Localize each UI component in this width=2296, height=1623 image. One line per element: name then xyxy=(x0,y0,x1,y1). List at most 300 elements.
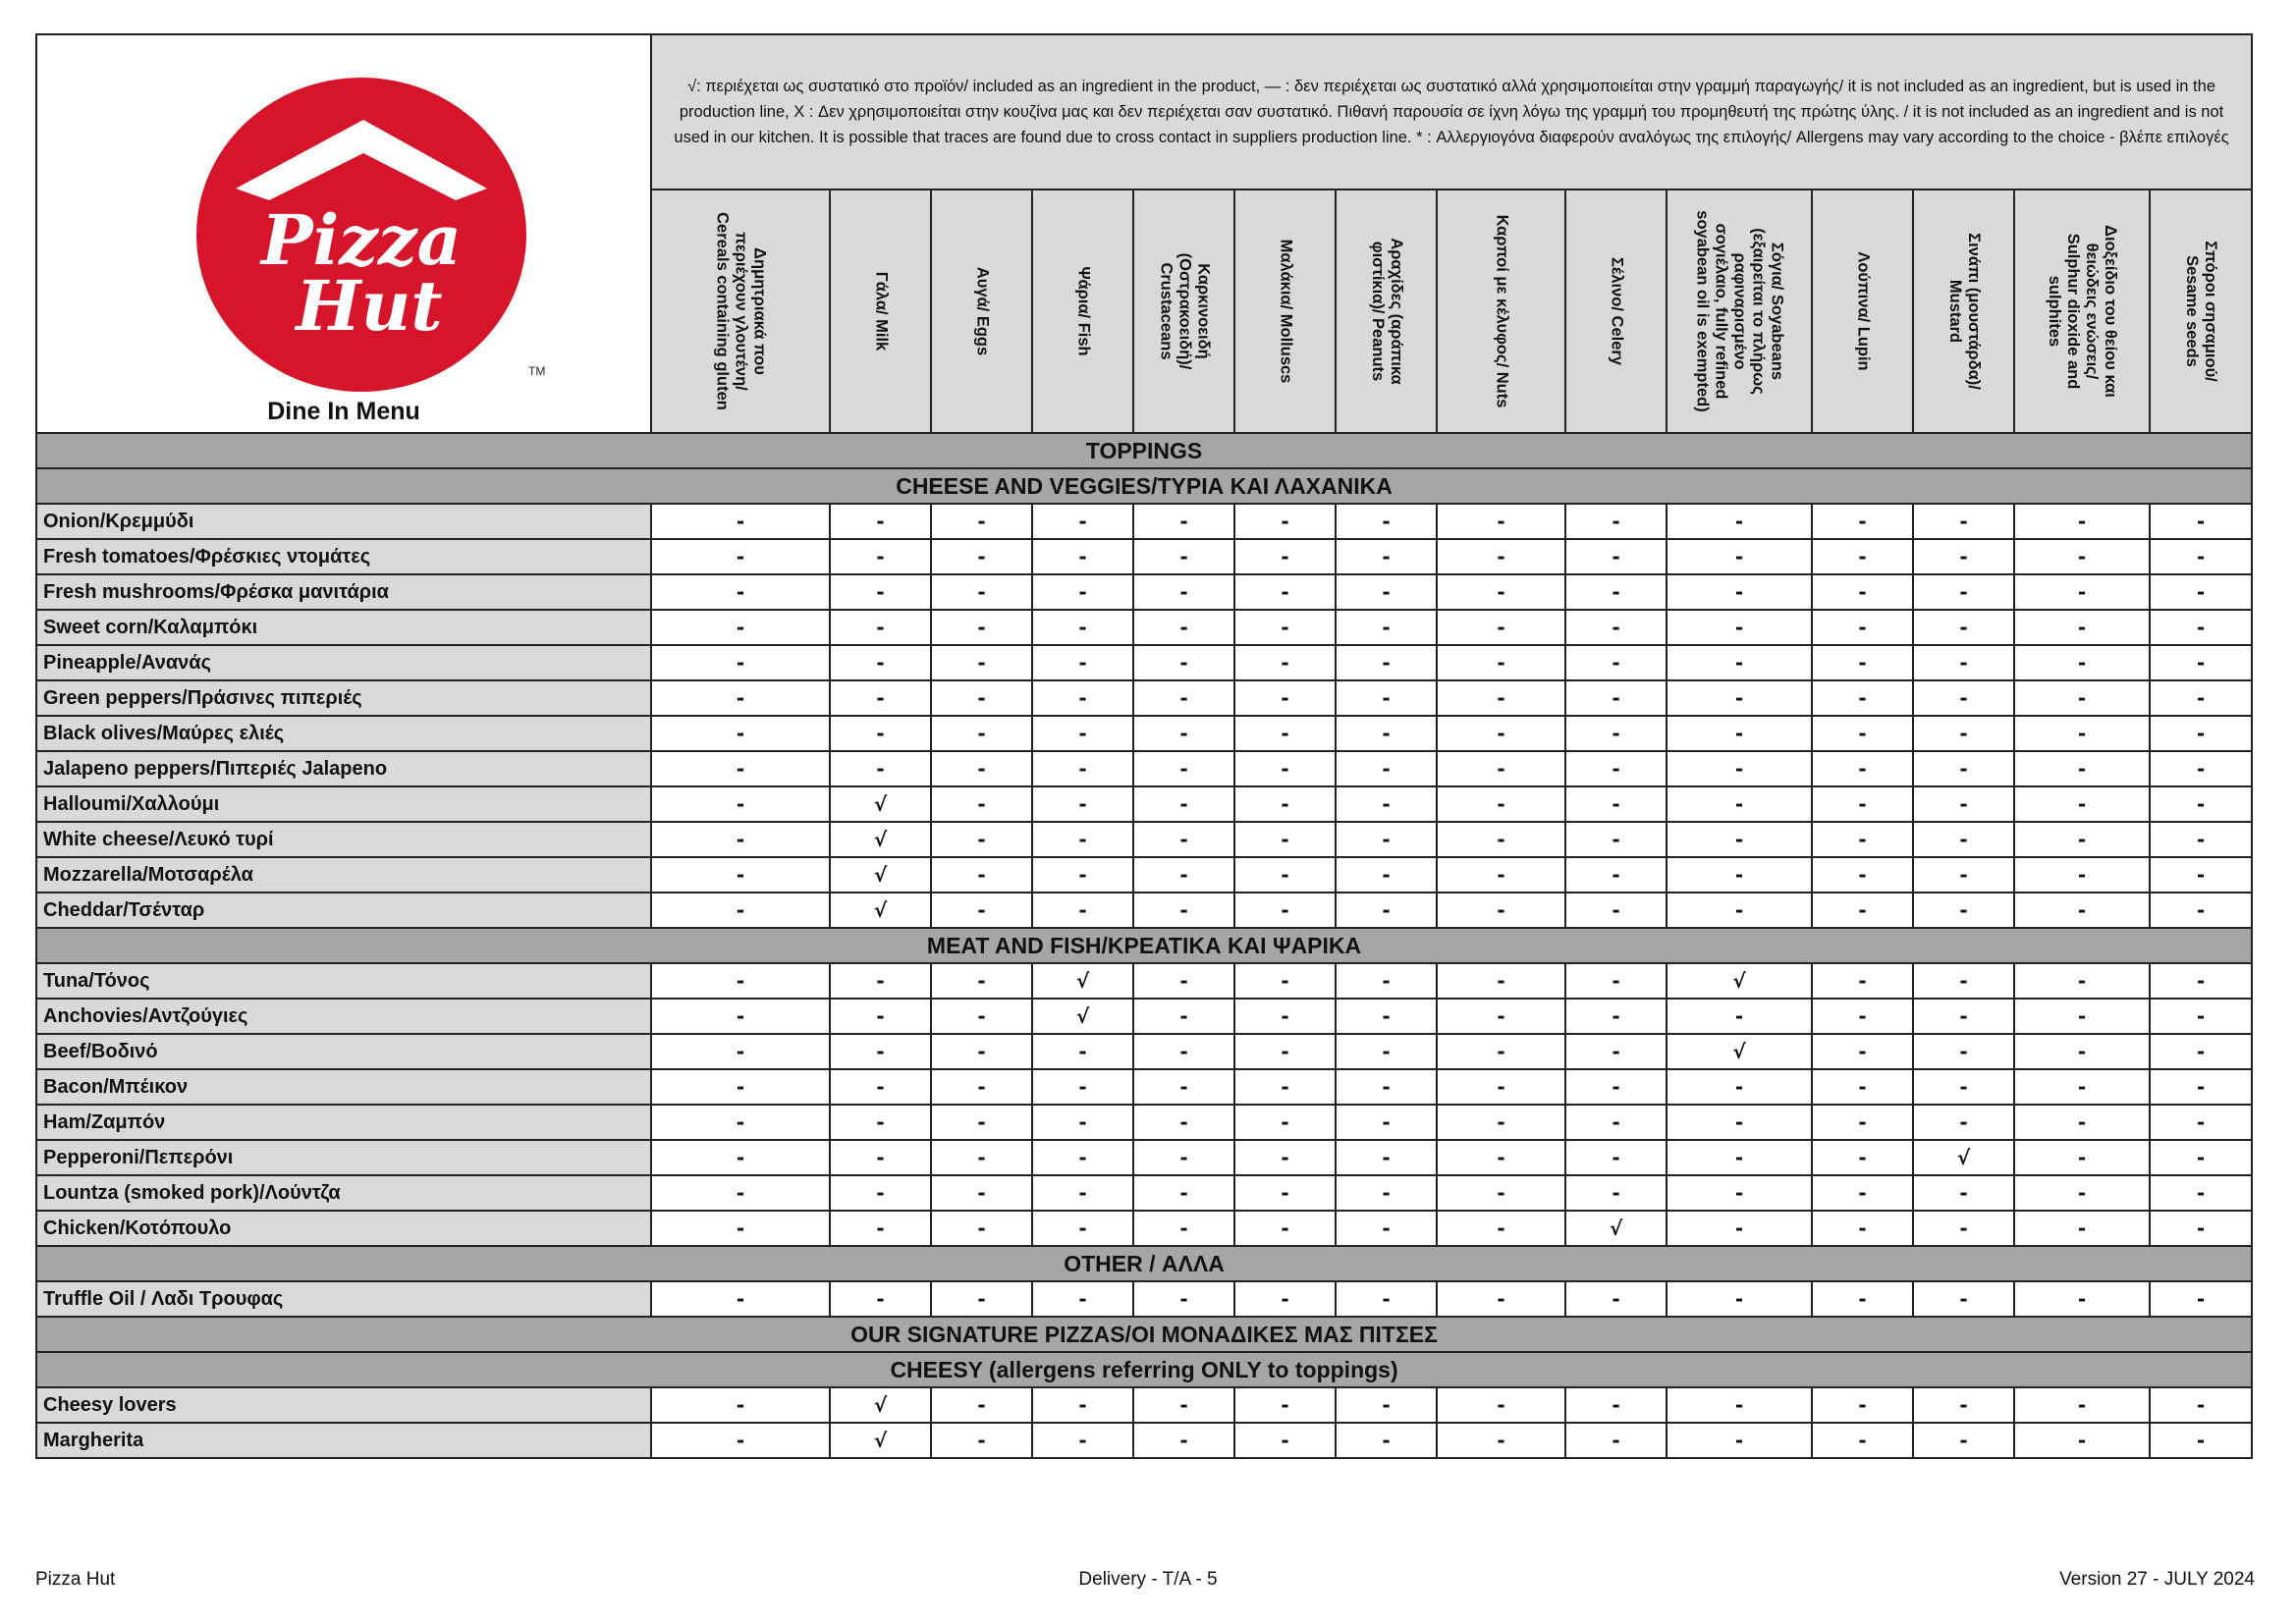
allergen-value: - xyxy=(2150,1175,2252,1211)
allergen-value: - xyxy=(1667,1140,1812,1175)
allergen-label: Αυγά/ Eggs xyxy=(973,266,991,356)
item-name: Beef/Βοδινό xyxy=(36,1034,651,1069)
allergen-value: - xyxy=(1812,1211,1913,1246)
allergen-value: - xyxy=(1032,680,1133,716)
allergen-value: - xyxy=(830,1211,931,1246)
allergen-value: - xyxy=(1437,1423,1565,1458)
section-title: OTHER / ΑΛΛΑ xyxy=(36,1246,2252,1281)
allergen-value: - xyxy=(1565,1175,1667,1211)
allergen-value: - xyxy=(1032,1211,1133,1246)
allergen-value: - xyxy=(2150,716,2252,751)
item-name: Truffle Oil / Λαδι Τρουφας xyxy=(36,1281,651,1317)
allergen-value: - xyxy=(1812,1175,1913,1211)
allergen-value: - xyxy=(1336,539,1437,574)
allergen-value: - xyxy=(1913,1175,2014,1211)
allergen-value: - xyxy=(1234,822,1336,857)
allergen-value: - xyxy=(1133,645,1234,680)
section-title: CHEESE AND VEGGIES/ΤΥΡΙΑ ΚΑΙ ΛΑΧΑΝΙΚΑ xyxy=(36,468,2252,504)
allergen-value: - xyxy=(1133,1423,1234,1458)
allergen-value: - xyxy=(1812,610,1913,645)
item-name: Bacon/Μπέικον xyxy=(36,1069,651,1105)
allergen-value: - xyxy=(1336,1281,1437,1317)
allergen-value: - xyxy=(1133,680,1234,716)
allergen-value: - xyxy=(1812,539,1913,574)
allergen-value: - xyxy=(1437,1034,1565,1069)
allergen-column-header xyxy=(1336,189,1437,433)
allergen-value: - xyxy=(2014,1069,2150,1105)
allergen-value: - xyxy=(1336,1034,1437,1069)
allergen-value: - xyxy=(1565,1140,1667,1175)
allergen-value: - xyxy=(1667,574,1812,610)
allergen-value: - xyxy=(1812,999,1913,1034)
allergen-value: - xyxy=(2014,1423,2150,1458)
allergen-value: - xyxy=(2150,1140,2252,1175)
table-row xyxy=(36,1069,2252,1105)
allergen-value: - xyxy=(1336,716,1437,751)
allergen-value: - xyxy=(830,1069,931,1105)
allergen-value: - xyxy=(2014,1105,2150,1140)
allergen-value: √ xyxy=(1667,1034,1812,1069)
allergen-value: - xyxy=(931,716,1032,751)
allergen-value: - xyxy=(931,893,1032,928)
allergen-value: - xyxy=(2014,822,2150,857)
allergen-value: - xyxy=(2150,504,2252,539)
item-name: Halloumi/Χαλλούμι xyxy=(36,786,651,822)
allergen-value: - xyxy=(1336,999,1437,1034)
item-name: Tuna/Τόνος xyxy=(36,963,651,999)
allergen-value: - xyxy=(1565,1105,1667,1140)
allergen-value: - xyxy=(651,504,830,539)
allergen-value: - xyxy=(2150,680,2252,716)
table-row xyxy=(36,963,2252,999)
table-row xyxy=(36,786,2252,822)
allergen-value: - xyxy=(1234,963,1336,999)
allergen-value: - xyxy=(2014,999,2150,1034)
allergen-value: - xyxy=(651,1281,830,1317)
allergen-value: - xyxy=(1234,857,1336,893)
allergen-value: - xyxy=(1812,751,1913,786)
section-title: MEAT AND FISH/ΚΡΕΑΤΙΚΑ ΚΑΙ ΨΑΡΙΚΑ xyxy=(36,928,2252,963)
allergen-value: - xyxy=(1667,610,1812,645)
allergen-value: - xyxy=(651,1105,830,1140)
allergen-value: - xyxy=(2014,574,2150,610)
allergen-value: - xyxy=(1234,645,1336,680)
allergen-value: - xyxy=(2014,857,2150,893)
allergen-value: - xyxy=(2014,504,2150,539)
allergen-value: - xyxy=(830,680,931,716)
allergen-value: - xyxy=(1565,610,1667,645)
allergen-value: - xyxy=(2150,1069,2252,1105)
allergen-value: - xyxy=(830,963,931,999)
legend-text: √: περιέχεται ως συστατικό στο προϊόν/ included as an ingredient in the product, — : δεν περιέχεται ως συστατικό αλλά χρησιμοποιείται στην γραμμή παραγωγής/ it is not included as an ingredient, but is used in the production line, X : Δεν χρησιμοποιείται στην κουζίνα μας και δεν περιέχεται σαν συστατικό. Πιθανή παρουσία σε ίχνη λόγω της γραμμή του προμηθευτή της πρώτης ύλης. / it is not included as an ingredient and is not used in our kitchen. It is possible that traces are found due to cross contact in suppliers production line. * : Αλλεργιογόνα διαφερούν αναλόγως της επιλογής/ Allergens may vary according to the choice - βλέπε επιλογές xyxy=(651,34,2252,189)
allergen-value: - xyxy=(2014,610,2150,645)
allergen-value: - xyxy=(1565,999,1667,1034)
allergen-value: - xyxy=(1913,574,2014,610)
allergen-value: - xyxy=(2150,1281,2252,1317)
allergen-value: - xyxy=(1913,857,2014,893)
allergen-value: - xyxy=(2014,1281,2150,1317)
allergen-value: - xyxy=(651,1387,830,1423)
allergen-value: - xyxy=(931,574,1032,610)
allergen-value: - xyxy=(1336,1387,1437,1423)
allergen-value: - xyxy=(1913,1387,2014,1423)
allergen-value: - xyxy=(931,1069,1032,1105)
allergen-value: - xyxy=(1565,751,1667,786)
allergen-value: - xyxy=(1336,1069,1437,1105)
allergen-value: - xyxy=(931,1034,1032,1069)
section-header-row xyxy=(36,433,2252,468)
allergen-value: - xyxy=(1336,893,1437,928)
item-name: Green peppers/Πράσινες πιπεριές xyxy=(36,680,651,716)
allergen-value: - xyxy=(2150,786,2252,822)
allergen-value: - xyxy=(1336,1211,1437,1246)
allergen-column-header xyxy=(1913,189,2014,433)
allergen-label: Διοξείδιο του θείου και θειώδεις ενώσεις/ Sulphur dioxide and sulphites xyxy=(2046,225,2119,398)
allergen-value: - xyxy=(1667,539,1812,574)
allergen-value: - xyxy=(1812,1034,1913,1069)
allergen-value: - xyxy=(830,1281,931,1317)
allergen-value: - xyxy=(2014,786,2150,822)
allergen-column-header xyxy=(1437,189,1565,433)
allergen-value: - xyxy=(1812,963,1913,999)
allergen-value: - xyxy=(1913,999,2014,1034)
table-row xyxy=(36,1387,2252,1423)
allergen-value: - xyxy=(1234,1423,1336,1458)
allergen-value: - xyxy=(651,1175,830,1211)
allergen-value: - xyxy=(1032,1175,1133,1211)
allergen-value: - xyxy=(1133,822,1234,857)
allergen-value: - xyxy=(1812,786,1913,822)
footer-brand: Pizza Hut xyxy=(35,1569,116,1590)
allergen-value: - xyxy=(1133,716,1234,751)
allergen-value: - xyxy=(1565,716,1667,751)
allergen-value: √ xyxy=(830,786,931,822)
allergen-value: - xyxy=(1565,1387,1667,1423)
allergen-value: - xyxy=(1133,1105,1234,1140)
allergen-value: - xyxy=(1565,1034,1667,1069)
allergen-value: - xyxy=(1234,504,1336,539)
allergen-value: - xyxy=(1032,893,1133,928)
allergen-value: - xyxy=(1032,716,1133,751)
allergen-value: - xyxy=(1437,999,1565,1034)
table-row xyxy=(36,751,2252,786)
allergen-value: - xyxy=(1913,1069,2014,1105)
table-row xyxy=(36,999,2252,1034)
table-row xyxy=(36,539,2252,574)
allergen-value: - xyxy=(1234,610,1336,645)
allergen-label: Καρκινοειδή (Οστρακοειδή)/ Crustaceans xyxy=(1157,252,1212,370)
allergen-value: - xyxy=(1565,1281,1667,1317)
allergen-column-header xyxy=(1032,189,1133,433)
allergen-value: - xyxy=(1032,1034,1133,1069)
allergen-value: - xyxy=(931,539,1032,574)
allergen-value: - xyxy=(1913,1281,2014,1317)
allergen-value: √ xyxy=(1032,999,1133,1034)
section-header-row xyxy=(36,1246,2252,1281)
allergen-value: - xyxy=(2014,539,2150,574)
allergen-value: - xyxy=(651,645,830,680)
table-row xyxy=(36,1105,2252,1140)
allergen-value: - xyxy=(2014,1175,2150,1211)
allergen-value: - xyxy=(2014,716,2150,751)
allergen-value: - xyxy=(1133,1175,1234,1211)
allergen-value: - xyxy=(2014,680,2150,716)
allergen-value: - xyxy=(2150,751,2252,786)
allergen-value: - xyxy=(1565,645,1667,680)
allergen-value: - xyxy=(830,645,931,680)
allergen-value: - xyxy=(1913,963,2014,999)
allergen-value: - xyxy=(931,1423,1032,1458)
allergen-value: - xyxy=(2150,574,2252,610)
allergen-column-header xyxy=(1234,189,1336,433)
allergen-value: - xyxy=(1913,1211,2014,1246)
section-header-row xyxy=(36,1352,2252,1387)
item-name: White cheese/Λευκό τυρί xyxy=(36,822,651,857)
allergen-value: - xyxy=(2014,893,2150,928)
allergen-value: - xyxy=(830,1175,931,1211)
allergen-value: - xyxy=(1913,504,2014,539)
allergen-value: - xyxy=(1667,751,1812,786)
allergen-value: - xyxy=(1133,1211,1234,1246)
allergen-value: - xyxy=(1234,751,1336,786)
allergen-value: - xyxy=(2014,751,2150,786)
item-name: Chicken/Κοτόπουλο xyxy=(36,1211,651,1246)
allergen-value: - xyxy=(1812,716,1913,751)
allergen-value: - xyxy=(651,539,830,574)
allergen-value: - xyxy=(1565,786,1667,822)
allergen-value: - xyxy=(2150,999,2252,1034)
allergen-value: - xyxy=(1913,645,2014,680)
allergen-value: - xyxy=(1812,1387,1913,1423)
section-header-row xyxy=(36,1317,2252,1352)
allergen-value: - xyxy=(1667,716,1812,751)
dine-in-menu-title: Dine In Menu xyxy=(267,398,420,425)
allergen-value: - xyxy=(651,574,830,610)
allergen-value: - xyxy=(2150,1423,2252,1458)
allergen-value: - xyxy=(931,857,1032,893)
table-row xyxy=(36,893,2252,928)
allergen-value: √ xyxy=(830,1423,931,1458)
allergen-value: - xyxy=(1032,645,1133,680)
allergen-value: - xyxy=(830,574,931,610)
allergen-value: - xyxy=(1336,1140,1437,1175)
allergen-value: - xyxy=(1437,893,1565,928)
allergen-value: - xyxy=(1032,610,1133,645)
allergen-value: - xyxy=(830,716,931,751)
allergen-value: - xyxy=(1234,786,1336,822)
allergen-value: - xyxy=(1812,857,1913,893)
allergen-value: - xyxy=(1565,680,1667,716)
allergen-value: - xyxy=(1336,1105,1437,1140)
allergen-value: - xyxy=(931,1281,1032,1317)
allergen-value: - xyxy=(1234,893,1336,928)
allergen-value: - xyxy=(1437,963,1565,999)
item-name: Margherita xyxy=(36,1423,651,1458)
item-name: Fresh mushrooms/Φρέσκα μανιτάρια xyxy=(36,574,651,610)
allergen-value: - xyxy=(1565,574,1667,610)
allergen-value: - xyxy=(1234,1211,1336,1246)
item-name: Cheddar/Τσένταρ xyxy=(36,893,651,928)
allergen-value: - xyxy=(1234,716,1336,751)
item-name: Black olives/Μαύρες ελιές xyxy=(36,716,651,751)
allergen-value: - xyxy=(1336,857,1437,893)
allergen-value: - xyxy=(1032,786,1133,822)
allergen-value: - xyxy=(1812,1069,1913,1105)
allergen-value: - xyxy=(1437,1175,1565,1211)
allergen-value: - xyxy=(1133,610,1234,645)
allergen-value: - xyxy=(1336,963,1437,999)
section-title: CHEESY (allergens referring ONLY to toppings) xyxy=(36,1352,2252,1387)
allergen-value: - xyxy=(1133,751,1234,786)
allergen-value: - xyxy=(2150,539,2252,574)
logo-text-hut: Hut xyxy=(296,265,443,347)
allergen-column-header xyxy=(1565,189,1667,433)
table-row xyxy=(36,822,2252,857)
allergen-value: - xyxy=(1032,1423,1133,1458)
allergen-value: - xyxy=(1667,893,1812,928)
allergen-label: Σινάπι (μουστάρδα)/ Mustard xyxy=(1945,233,1983,390)
allergen-value: - xyxy=(1913,893,2014,928)
allergen-value: - xyxy=(1667,680,1812,716)
allergen-value: - xyxy=(2014,1387,2150,1423)
allergen-value: - xyxy=(1032,574,1133,610)
allergen-value: - xyxy=(1667,645,1812,680)
allergen-value: - xyxy=(2014,963,2150,999)
allergen-value: - xyxy=(651,1034,830,1069)
pizza-hut-logo xyxy=(185,63,558,397)
allergen-value: - xyxy=(1812,1423,1913,1458)
allergen-value: - xyxy=(1565,539,1667,574)
table-row xyxy=(36,504,2252,539)
allergen-value: - xyxy=(2150,1211,2252,1246)
allergen-value: - xyxy=(651,610,830,645)
allergen-label: Καρποί με κέλυφος/ Nuts xyxy=(1493,214,1510,408)
allergen-value: - xyxy=(1437,1211,1565,1246)
allergen-label: Γάλα/ Milk xyxy=(872,271,890,352)
allergen-value: - xyxy=(1336,574,1437,610)
allergen-value: - xyxy=(1234,1140,1336,1175)
allergen-value: - xyxy=(1437,1069,1565,1105)
table-row xyxy=(36,1281,2252,1317)
allergen-value: - xyxy=(931,1387,1032,1423)
allergen-value: - xyxy=(1133,539,1234,574)
allergen-value: - xyxy=(1565,1423,1667,1458)
allergen-value: - xyxy=(1812,893,1913,928)
allergen-value: - xyxy=(1336,1175,1437,1211)
item-name: Anchovies/Αντζούγιες xyxy=(36,999,651,1034)
allergen-value: - xyxy=(1133,574,1234,610)
allergen-value: - xyxy=(2150,1034,2252,1069)
item-name: Fresh tomatoes/Φρέσκιες ντομάτες xyxy=(36,539,651,574)
allergen-value: - xyxy=(1667,504,1812,539)
allergen-value: - xyxy=(651,999,830,1034)
allergen-value: - xyxy=(651,1423,830,1458)
allergen-value: - xyxy=(931,1211,1032,1246)
allergen-value: - xyxy=(1812,504,1913,539)
allergen-column-header xyxy=(931,189,1032,433)
allergen-value: - xyxy=(651,893,830,928)
table-row xyxy=(36,1140,2252,1175)
allergen-value: - xyxy=(1032,1281,1133,1317)
footer-version: Version 27 - JULY 2024 xyxy=(2059,1569,2255,1590)
allergen-value: - xyxy=(1437,574,1565,610)
section-header-row xyxy=(36,468,2252,504)
allergen-value: - xyxy=(931,963,1032,999)
allergen-label: Μαλάκια/ Molluscs xyxy=(1277,239,1294,384)
allergen-value: - xyxy=(931,751,1032,786)
allergen-value: - xyxy=(651,1069,830,1105)
allergen-label: Δημητριακά που περιέχουν γλουτένη/ Cereals containing gluten xyxy=(713,212,769,410)
allergen-value: - xyxy=(931,822,1032,857)
allergen-value: - xyxy=(1437,645,1565,680)
allergen-value: - xyxy=(1032,1105,1133,1140)
allergen-value: - xyxy=(931,610,1032,645)
allergen-value: - xyxy=(1565,857,1667,893)
item-name: Pineapple/Ανανάς xyxy=(36,645,651,680)
allergen-value: √ xyxy=(830,822,931,857)
section-title: OUR SIGNATURE PIZZAS/ΟΙ ΜΟΝΑΔΙΚΕΣ ΜΑΣ ΠΙΤΣΕΣ xyxy=(36,1317,2252,1352)
allergen-value: - xyxy=(2014,1034,2150,1069)
allergen-value: - xyxy=(1336,504,1437,539)
allergen-value: - xyxy=(1336,680,1437,716)
table-row xyxy=(36,857,2252,893)
allergen-table xyxy=(35,33,2253,1459)
allergen-value: - xyxy=(1565,1069,1667,1105)
allergen-column-header xyxy=(2014,189,2150,433)
allergen-value: - xyxy=(931,1105,1032,1140)
allergen-value: - xyxy=(1812,645,1913,680)
item-name: Lountza (smoked pork)/Λούντζα xyxy=(36,1175,651,1211)
allergen-value: - xyxy=(1133,999,1234,1034)
allergen-value: - xyxy=(1032,751,1133,786)
allergen-value: - xyxy=(1234,1069,1336,1105)
allergen-value: - xyxy=(1133,504,1234,539)
allergen-value: - xyxy=(1234,1387,1336,1423)
allergen-value: - xyxy=(651,857,830,893)
allergen-value: √ xyxy=(1913,1140,2014,1175)
allergen-value: - xyxy=(1437,1387,1565,1423)
allergen-value: - xyxy=(1667,1387,1812,1423)
allergen-column-header xyxy=(1133,189,1234,433)
section-title: TOPPINGS xyxy=(36,433,2252,468)
allergen-value: - xyxy=(1437,504,1565,539)
allergen-value: - xyxy=(2150,893,2252,928)
allergen-value: - xyxy=(1667,1281,1812,1317)
allergen-value: - xyxy=(1234,1281,1336,1317)
allergen-value: √ xyxy=(830,857,931,893)
allergen-value: - xyxy=(1437,857,1565,893)
allergen-value: - xyxy=(1234,1034,1336,1069)
allergen-value: - xyxy=(1437,822,1565,857)
allergen-value: - xyxy=(1336,610,1437,645)
allergen-value: - xyxy=(1336,645,1437,680)
allergen-value: - xyxy=(1437,1105,1565,1140)
allergen-value: - xyxy=(1913,680,2014,716)
allergen-value: - xyxy=(1667,999,1812,1034)
allergen-value: - xyxy=(651,786,830,822)
allergen-value: - xyxy=(1913,1034,2014,1069)
allergen-value: - xyxy=(651,680,830,716)
allergen-value: - xyxy=(1032,539,1133,574)
allergen-value: - xyxy=(651,1211,830,1246)
allergen-column-header xyxy=(830,189,931,433)
allergen-value: - xyxy=(1812,1105,1913,1140)
allergen-value: - xyxy=(1234,680,1336,716)
allergen-value: - xyxy=(1667,786,1812,822)
allergen-value: - xyxy=(1913,539,2014,574)
allergen-value: - xyxy=(1234,999,1336,1034)
allergen-value: - xyxy=(1032,822,1133,857)
